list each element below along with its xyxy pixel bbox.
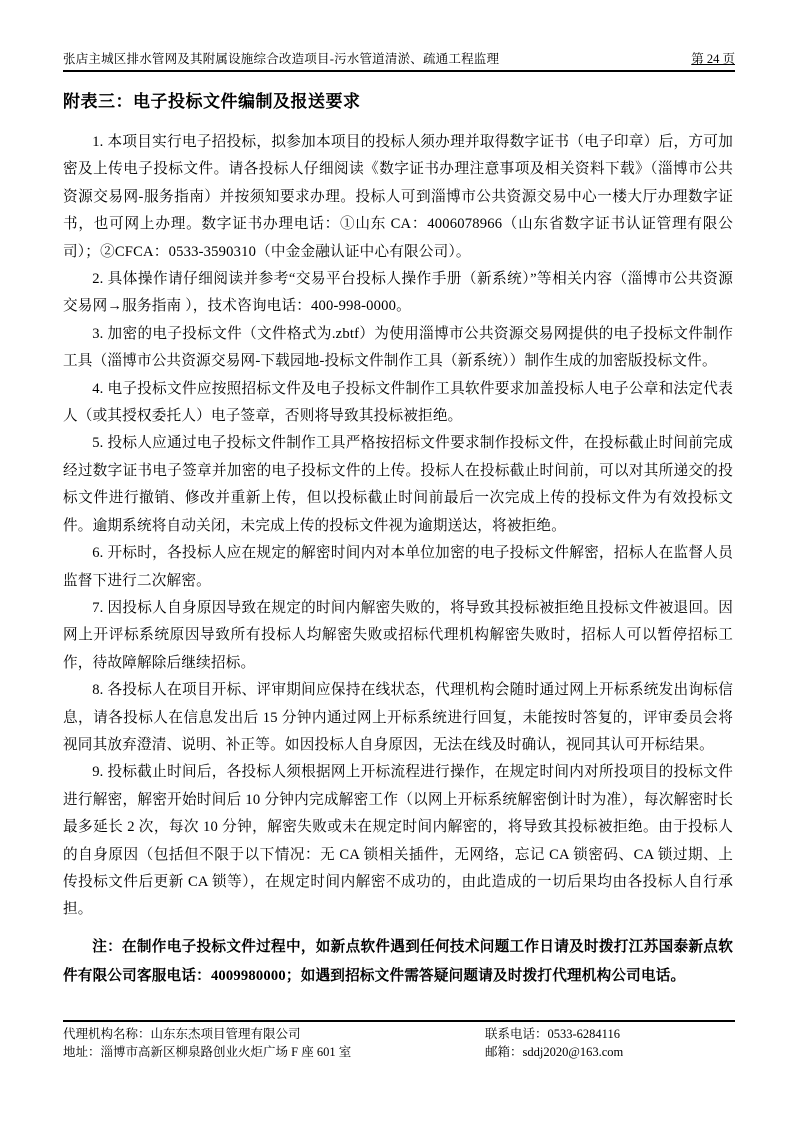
- footer-agency-name: 代理机构名称：山东东杰项目管理有限公司: [63, 1027, 301, 1041]
- page-header: [63, 50, 735, 72]
- paragraph-3: 3. 加密的电子投标文件（文件格式为.zbtf）为使用淄博市公共资源交易网提供的电子投标文件制作工具（淄博市公共资源交易网-下载园地-投标文件制作工具（新系统））制作生成的加密版投标文件。: [63, 325, 733, 370]
- header-project-title: 张店主城区排水管网及其附属设施综合改造项目-污水管道清淤、疏通工程监理: [63, 52, 500, 66]
- document-title: 附表三：电子投标文件编制及报送要求: [63, 92, 361, 111]
- document-body: [63, 129, 733, 991]
- paragraph-6: 6. 开标时，各投标人应在规定的解密时间内对本单位加密的电子投标文件解密，招标人在监督人员监督下进行二次解密。: [63, 545, 733, 589]
- paragraph-4: 4. 电子投标文件应按照招标文件及电子投标文件制作工具软件要求加盖投标人电子公章和法定代表人（或其授权委托人）电子签章，否则将导致其投标被拒绝。: [63, 380, 733, 425]
- footer-right-column: [485, 1026, 735, 1061]
- header-page-number: 第 24 页: [691, 52, 735, 66]
- paragraph-9: 9. 投标截止时间后，各投标人须根据网上开标流程进行操作，在规定时间内对所投项目的投标文件进行解密，解密开始时间后 10 分钟内完成解密工作（以网上开标系统解密倒计时为准），每次解密时长最多延长 2 次，每次 10 分钟，解密失败或未在规定时间内解密的，将导致其投标被拒绝。由于投标人的自身原因（包括但不限于以下情况：无 CA 锁相关插件，无网络，忘记 CA 锁密码、CA 锁过期、上传投标文件后更新 CA 锁等），在规定时间内解密不成功的，由此造成的一切后果均由各投标人自行承担。: [63, 764, 733, 918]
- footer-left-column: [63, 1026, 351, 1061]
- footer-address: 地址：淄博市高新区柳泉路创业火炬广场 F 座 601 室: [63, 1044, 352, 1059]
- paragraph-1: 1. 本项目实行电子招投标，拟参加本项目的投标人须办理并取得数字证书（电子印章）后，方可加密及上传电子投标文件。请各投标人仔细阅读《数字证书办理注意事项及相关资料下载》（淄博市公共资源交易网-服务指南）并按须知要求办理。投标人可到淄博市公共资源交易中心一楼大厅办理数字证书，也可网上办理。数字证书办理电话：①山东 CA：4006078966（山东省数字证书认证管理有限公司）；②CFCA：0533-3590310（中金金融认证中心有限公司）。: [63, 134, 733, 260]
- footer-phone: 联系电话：0533-6284116: [485, 1027, 620, 1041]
- note-paragraph: 注：在制作电子投标文件过程中，如新点软件遇到任何技术问题工作日请及时拨打江苏国泰新点软件有限公司客服电话：4009980000；如遇到招标文件需答疑问题请及时拨打代理机构公司电话。: [63, 938, 733, 984]
- footer-email: 邮箱：sddj2020@163.com: [485, 1044, 624, 1059]
- document-content: [63, 90, 733, 991]
- page-footer: [63, 1020, 735, 1061]
- paragraph-8: 8. 各投标人在项目开标、评审期间应保持在线状态，代理机构会随时通过网上开标系统发出询标信息，请各投标人在信息发出后 15 分钟内通过网上开标系统进行回复，未能按时答复的，评审委员会将视同其放弃澄清、说明、补正等。如因投标人自身原因，无法在线及时确认，视同其认可开标结果。: [63, 682, 733, 753]
- paragraph-2: 2. 具体操作请仔细阅读并参考“交易平台投标人操作手册（新系统）”等相关内容（淄博市公共资源交易网→服务指南 ），技术咨询电话：400-998-0000。: [63, 271, 733, 315]
- paragraph-5: 5. 投标人应通过电子投标文件制作工具严格按招标文件要求制作投标文件，在投标截止时间前完成经过数字证书电子签章并加密的电子投标文件的上传。投标人在投标截止时间前，可以对其所递交的投标文件进行撤销、修改并重新上传，但以投标截止时间前最后一次完成上传的投标文件为有效投标文件。逾期系统将自动关闭，未完成上传的投标文件视为逾期送达，将被拒绝。: [63, 435, 733, 534]
- paragraph-7: 7. 因投标人自身原因导致在规定的时间内解密失败的，将导致其投标被拒绝且投标文件被退回。因网上开评标系统原因导致所有投标人均解密失败或招标代理机构解密失败时，招标人可以暂停招标工作，待故障解除后继续招标。: [63, 599, 733, 671]
